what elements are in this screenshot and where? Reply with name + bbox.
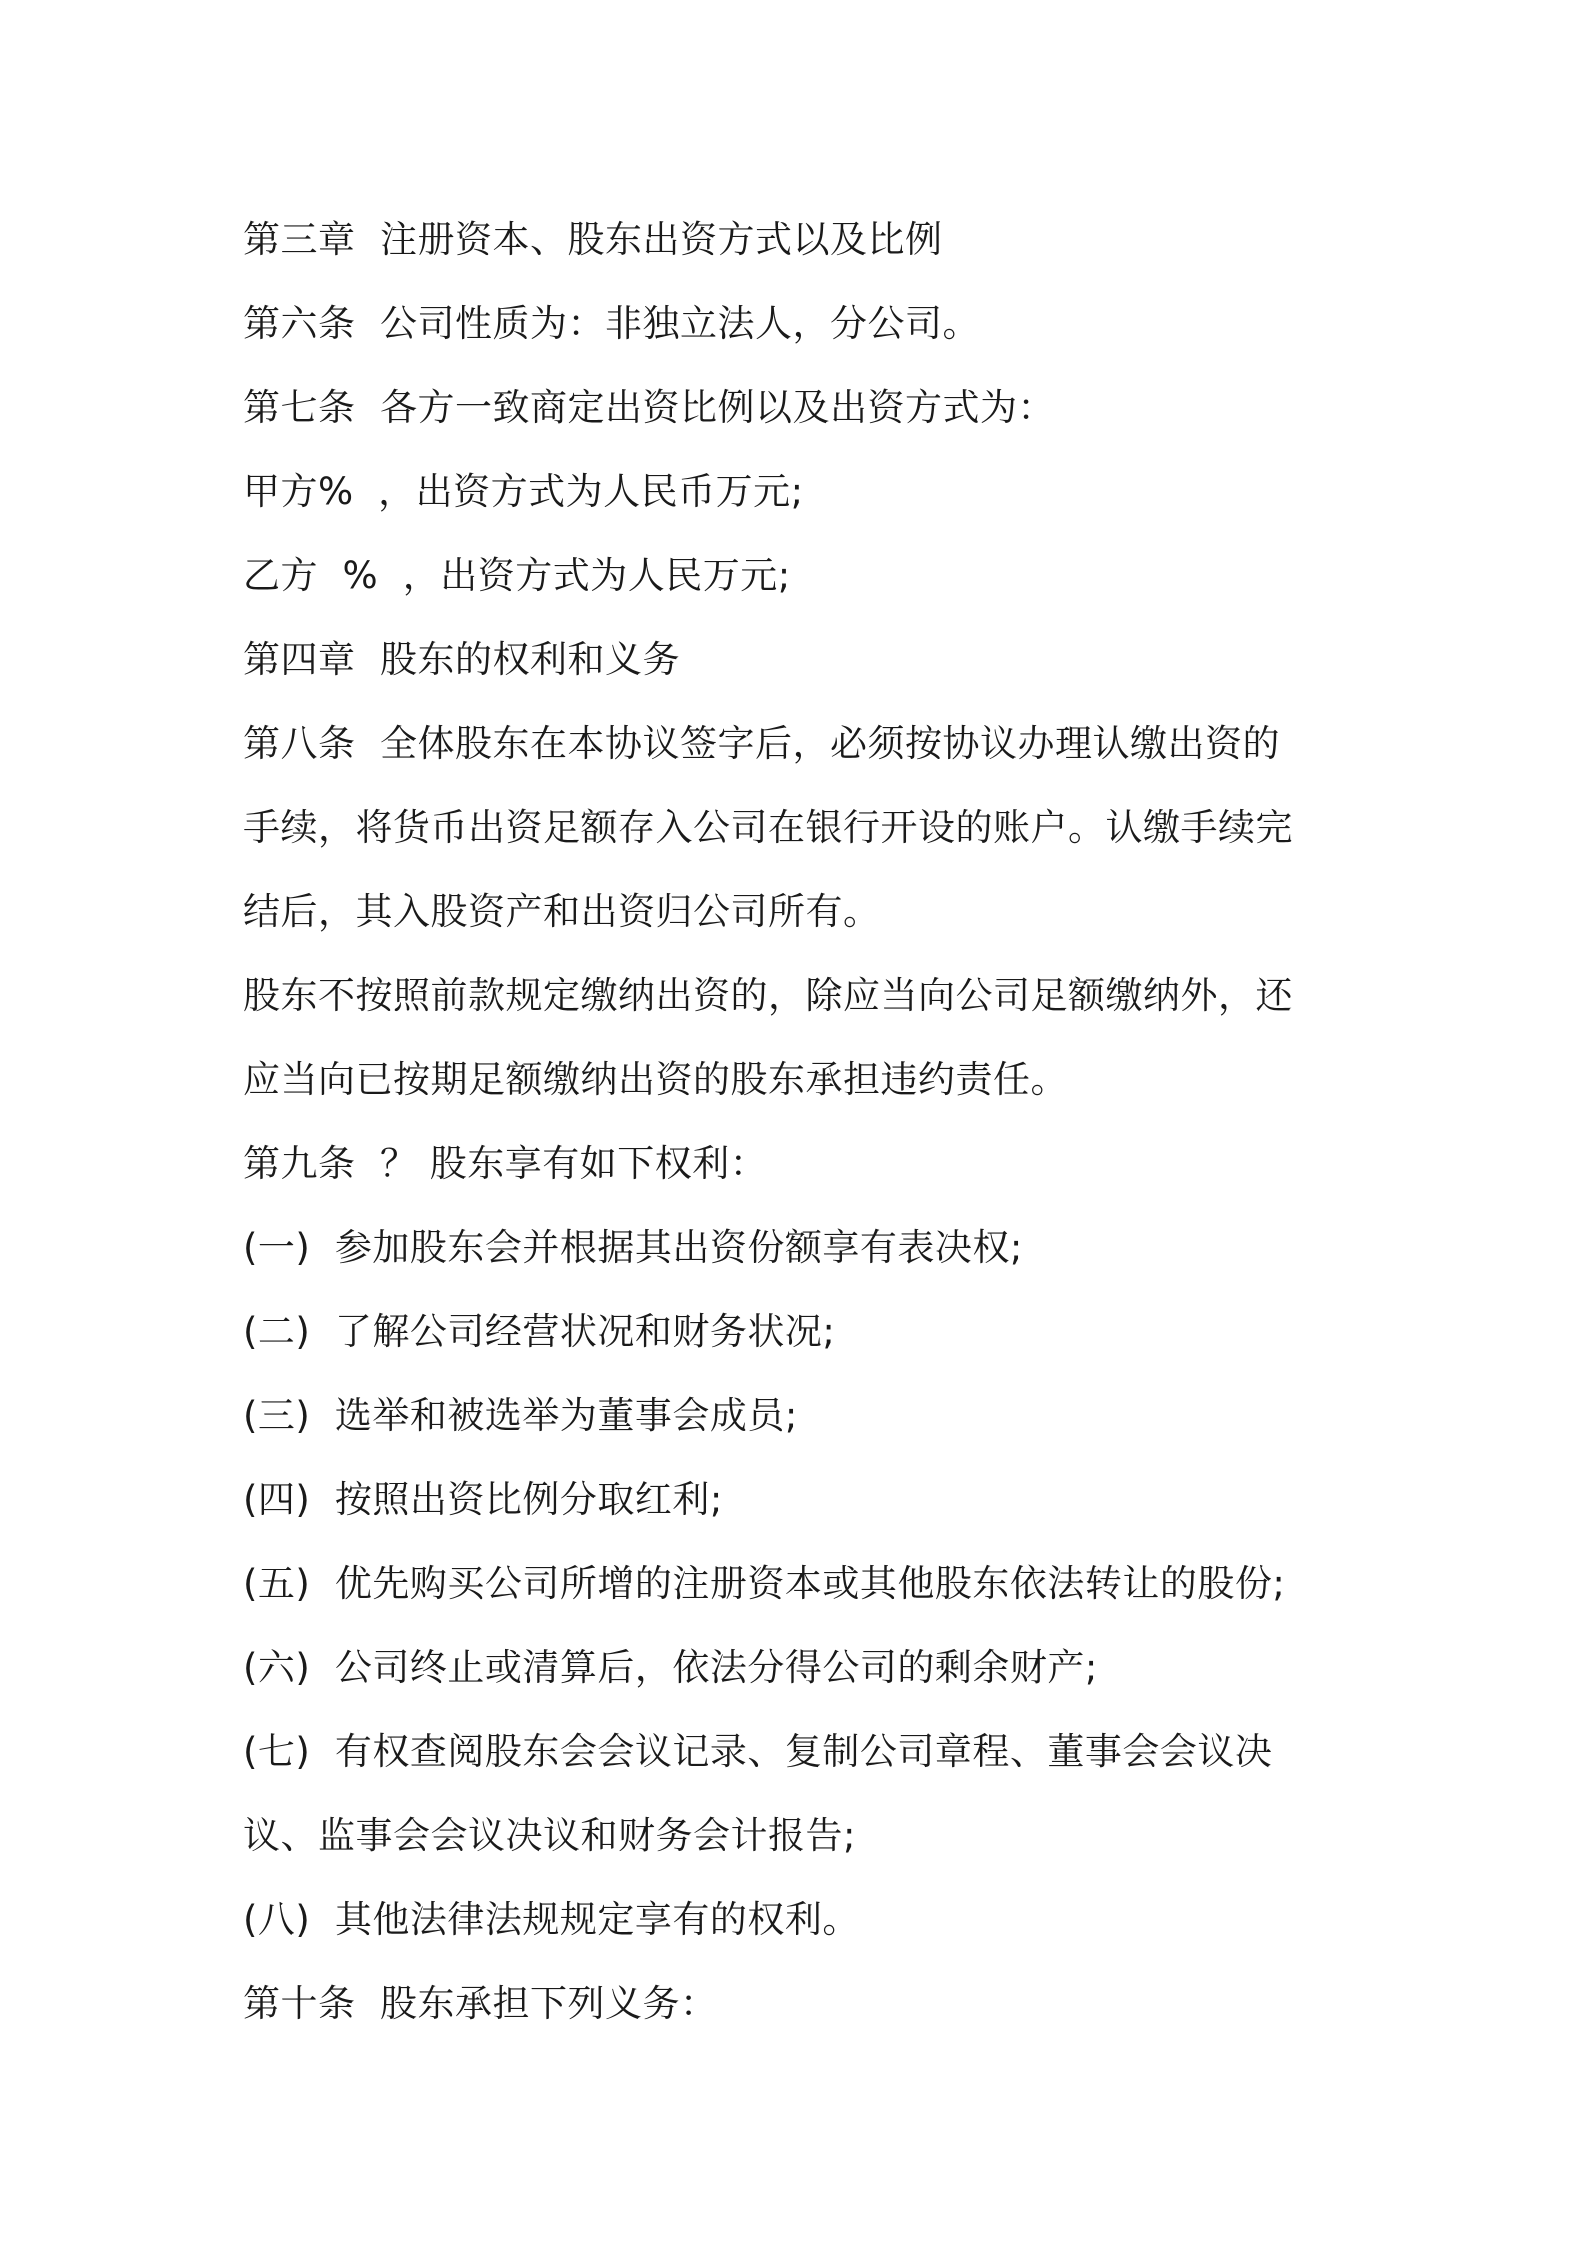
article-7: 第七条 各方一致商定出资比例以及出资方式为：: [243, 386, 1056, 429]
right-item-6: (六) 公司终止或清算后，依法分得公司的剩余财产;: [243, 1646, 1098, 1689]
article-8-line-1: 第八条 全体股东在本协议签字后，必须按协议办理认缴出资的: [243, 722, 1281, 765]
document-body: [243, 198, 1363, 2046]
right-item-3: (三) 选举和被选举为董事会成员;: [243, 1394, 798, 1437]
article-8-line-2: 手续，将货币出资足额存入公司在银行开设的账户。认缴手续完: [243, 806, 1293, 849]
article-8-para-2-line-2: 应当向已按期足额缴纳出资的股东承担违约责任。: [243, 1058, 1068, 1101]
chapter-3-heading: 第三章 注册资本、股东出资方式以及比例: [243, 218, 943, 261]
right-item-7-line-1: (七) 有权查阅股东会会议记录、复制公司章程、董事会会议决: [243, 1730, 1273, 1773]
article-9: 第九条 ？ 股东享有如下权利：: [243, 1142, 768, 1185]
article-6: 第六条 公司性质为：非独立法人，分公司。: [243, 302, 981, 345]
right-item-1: (一) 参加股东会并根据其出资份额享有表决权;: [243, 1226, 1023, 1269]
article-10: 第十条 股东承担下列义务：: [243, 1982, 718, 2025]
right-item-7-line-2: 议、监事会会议决议和财务会计报告;: [243, 1814, 856, 1857]
article-8-para-2-line-1: 股东不按照前款规定缴纳出资的，除应当向公司足额缴纳外，还: [243, 974, 1293, 1017]
article-8-line-3: 结后，其入股资产和出资归公司所有。: [243, 890, 881, 933]
chapter-4-heading: 第四章 股东的权利和义务: [243, 638, 681, 681]
right-item-5: (五) 优先购买公司所增的注册资本或其他股东依法转让的股份;: [243, 1562, 1286, 1605]
party-a-contribution: 甲方% ，出资方式为人民币万元;: [243, 470, 804, 513]
right-item-8: (八) 其他法律法规规定享有的权利。: [243, 1898, 860, 1941]
party-b-contribution: 乙方 % ，出资方式为人民万元;: [243, 554, 791, 597]
right-item-2: (二) 了解公司经营状况和财务状况;: [243, 1310, 836, 1353]
right-item-4: (四) 按照出资比例分取红利;: [243, 1478, 723, 1521]
